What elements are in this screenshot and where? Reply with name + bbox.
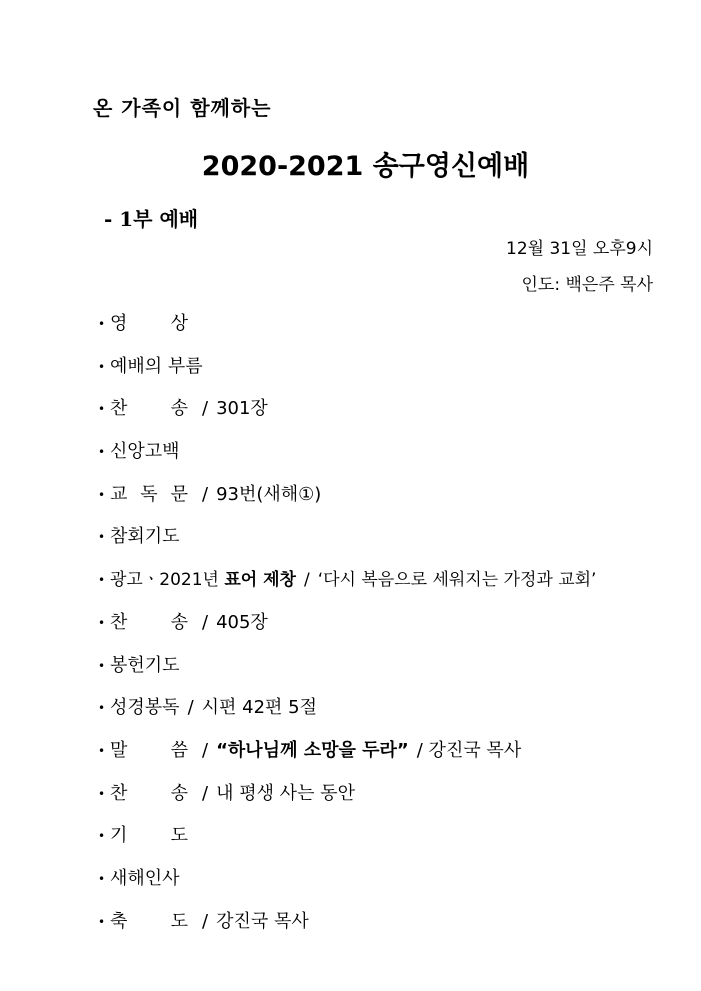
item-detail: / 강진국 목사 [416, 739, 522, 761]
list-item [98, 820, 596, 863]
page-title: 2020-2021 송구영신예배 [201, 151, 530, 182]
bullet-icon: • [98, 701, 106, 716]
item-detail: 내 평생 사는 동안 [216, 782, 355, 804]
event-subtitle: 온 가족이 함께하는 [93, 96, 272, 120]
item-label: 찬 송 [110, 398, 188, 420]
bullet-icon: • [98, 829, 106, 844]
item-label: 광고ㆍ2021년 [110, 570, 225, 591]
item-label: 찬 송 [110, 611, 188, 633]
bullet-icon: • [98, 317, 106, 331]
bullet-icon: • [98, 359, 106, 374]
bullet-icon: • [98, 871, 106, 886]
separator: / [202, 611, 209, 633]
item-label: 기 도 [110, 825, 188, 847]
bullet-icon: • [98, 743, 106, 758]
item-label: 영 상 [110, 313, 188, 334]
list-item [98, 393, 596, 436]
item-label: 참회기도 [110, 526, 180, 548]
separator: / [202, 910, 209, 932]
bullet-icon: • [98, 786, 106, 801]
list-item [98, 521, 596, 564]
service-date: 12월 31일 오후9시 [506, 239, 653, 259]
separator: / [202, 398, 209, 420]
bullet-icon: • [98, 530, 106, 545]
list-item [98, 692, 596, 735]
item-label: 말 씀 [110, 739, 188, 761]
item-label: 봉헌기도 [110, 654, 180, 676]
item-detail: ‘다시 복음으로 세워지는 가정과 교회’ [317, 570, 597, 591]
item-detail: 405장 [216, 611, 268, 633]
item-detail: 시편 42편 5절 [201, 697, 317, 719]
separator: / [187, 697, 194, 719]
item-detail: 93번(새해①) [216, 483, 322, 505]
list-item [98, 650, 596, 693]
separator: / [303, 570, 310, 591]
bullet-icon: • [98, 615, 106, 630]
separator: / [202, 782, 209, 804]
item-label-bold: 표어 제창 [224, 570, 296, 591]
bullet-icon: • [98, 573, 106, 588]
separator: / [202, 483, 209, 505]
sermon-title: “하나님께 소망을 두라” [216, 739, 409, 761]
list-item [98, 863, 596, 906]
item-detail: 강진국 목사 [216, 910, 309, 932]
program-list [98, 308, 596, 948]
list-item [98, 436, 596, 479]
item-label: 신앙고백 [110, 441, 180, 463]
section-heading: - 1부 예배 [104, 207, 199, 231]
list-item [98, 607, 596, 650]
service-leader: 인도: 백은주 목사 [521, 275, 653, 295]
list-item [98, 564, 596, 607]
bullet-icon: • [98, 658, 106, 673]
item-detail: 301장 [216, 398, 268, 420]
list-item [98, 735, 596, 778]
item-label: 축 도 [110, 910, 188, 932]
item-label: 새해인사 [110, 867, 180, 889]
item-label: 예배의 부름 [110, 355, 203, 377]
item-label: 성경봉독 [110, 697, 180, 719]
bullet-icon: • [98, 445, 106, 460]
bullet-icon: • [98, 487, 106, 502]
list-item [98, 351, 596, 394]
bullet-icon: • [98, 402, 106, 417]
bullet-icon: • [98, 914, 106, 929]
list-item [98, 479, 596, 522]
separator: / [202, 739, 209, 761]
item-label: 찬 송 [110, 782, 188, 804]
list-item [98, 778, 596, 821]
list-item [98, 906, 596, 949]
item-label: 교 독 문 [110, 483, 188, 505]
list-item [98, 308, 596, 351]
